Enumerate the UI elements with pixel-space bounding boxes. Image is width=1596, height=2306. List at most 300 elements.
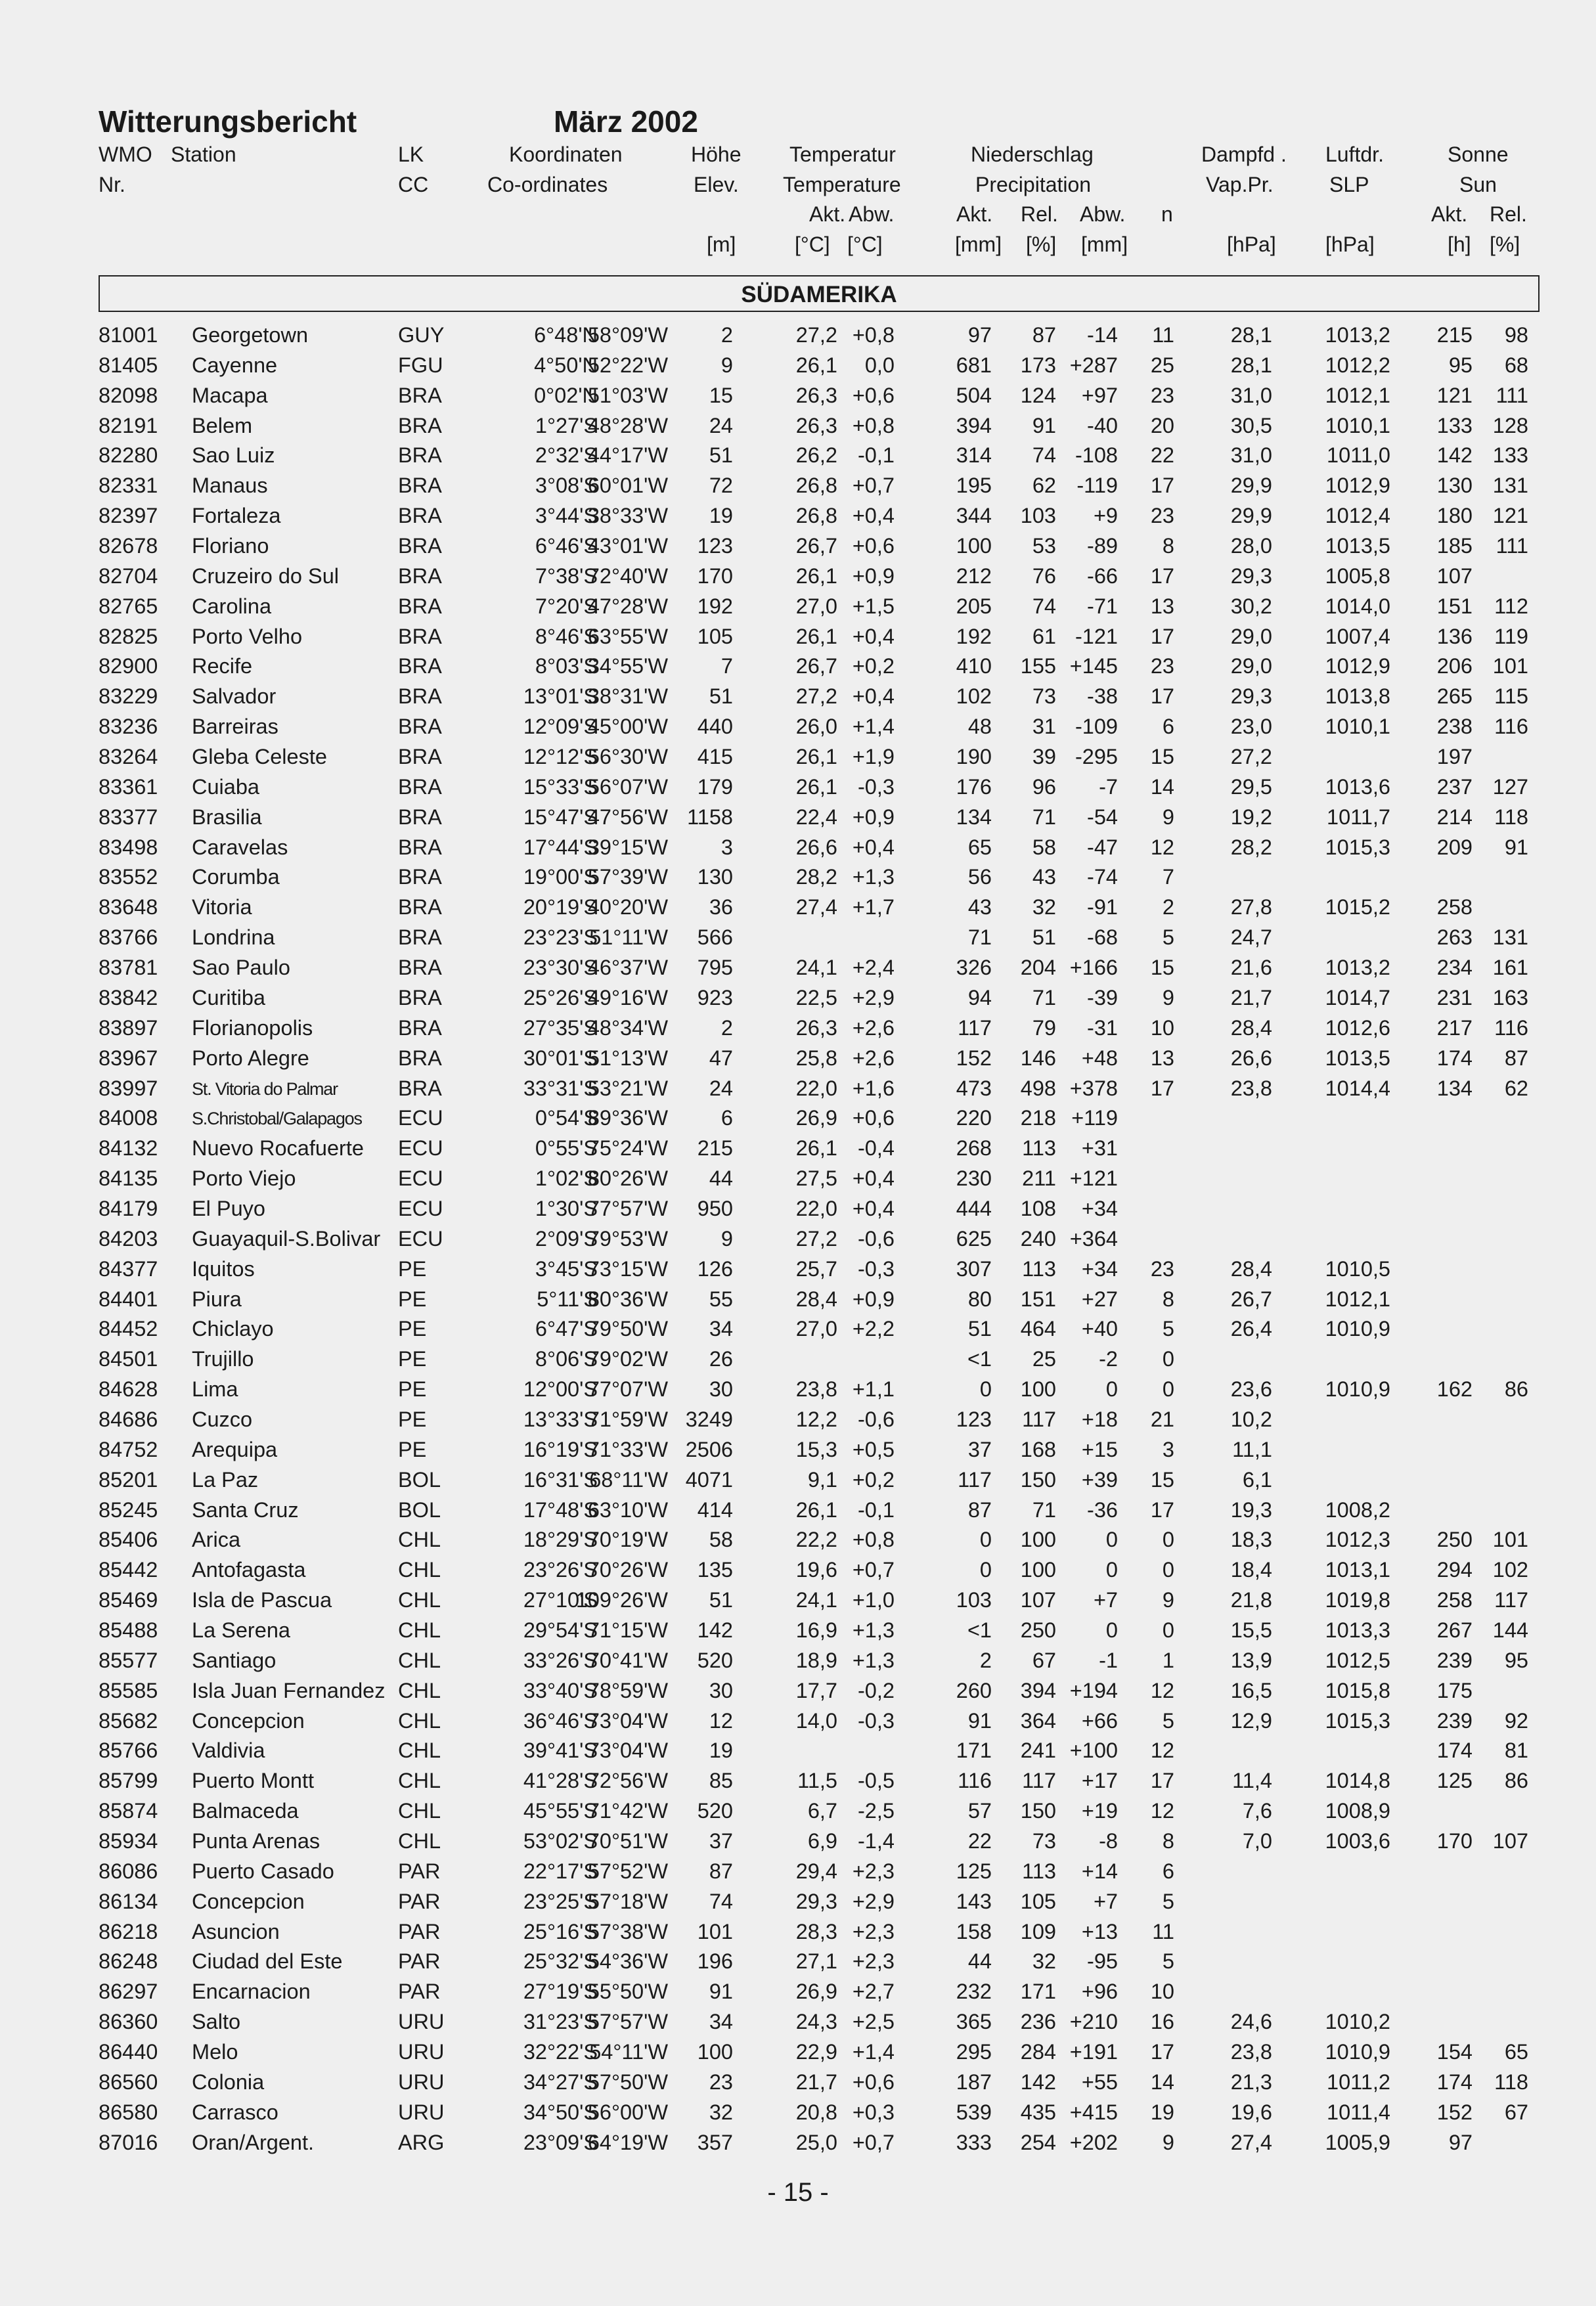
cell-wmo-number: 83236 bbox=[99, 715, 158, 739]
cell-sunshine-hours: 238 bbox=[1436, 715, 1473, 739]
cell-longitude: 47°56'W bbox=[587, 805, 668, 829]
cell-sunshine-hours: 239 bbox=[1436, 1708, 1473, 1733]
cell-temp-deviation: -0,2 bbox=[857, 1678, 895, 1702]
cell-elevation: 7 bbox=[720, 654, 733, 678]
cell-latitude: 29°54'S bbox=[523, 1618, 598, 1642]
cell-temp-mean: 18,9 bbox=[795, 1648, 837, 1672]
cell-temp-deviation: +1,7 bbox=[852, 895, 895, 920]
cell-precip-total: 192 bbox=[956, 624, 992, 648]
cell-precip-total: 190 bbox=[956, 745, 992, 769]
cell-elevation: 795 bbox=[697, 956, 733, 980]
cell-precip-total: 212 bbox=[956, 564, 992, 588]
cell-temp-deviation: +1,4 bbox=[852, 715, 895, 739]
cell-elevation: 34 bbox=[709, 1317, 733, 1341]
cell-sunshine-relative: 91 bbox=[1504, 835, 1528, 859]
table-row bbox=[0, 414, 1596, 444]
cell-sunshine-relative: 119 bbox=[1494, 624, 1528, 648]
cell-elevation: 51 bbox=[709, 443, 733, 468]
cell-precip-deviation: 0 bbox=[1105, 1528, 1118, 1552]
cell-sunshine-hours: 162 bbox=[1436, 1377, 1473, 1402]
cell-precip-total: 344 bbox=[956, 504, 992, 528]
cell-country-code: BRA bbox=[398, 534, 442, 558]
cell-precip-days: 23 bbox=[1150, 1256, 1174, 1281]
cell-station-name: Cruzeiro do Sul bbox=[192, 564, 339, 588]
cell-wmo-number: 83361 bbox=[99, 774, 158, 799]
cell-temp-deviation: +0,9 bbox=[852, 564, 895, 588]
cell-precip-deviation: +19 bbox=[1081, 1799, 1118, 1823]
cell-wmo-number: 86248 bbox=[99, 1949, 158, 1974]
cell-longitude: 70°19'W bbox=[587, 1528, 668, 1552]
cell-temp-mean: 26,9 bbox=[795, 1106, 837, 1130]
cell-wmo-number: 83766 bbox=[99, 925, 158, 950]
cell-longitude: 70°26'W bbox=[587, 1558, 668, 1582]
cell-elevation: 58 bbox=[709, 1528, 733, 1552]
cell-precip-total: 326 bbox=[956, 956, 992, 980]
cell-elevation: 37 bbox=[709, 1829, 733, 1853]
hdr-niederschlag: Niederschlag bbox=[971, 143, 1094, 166]
cell-precip-total: 91 bbox=[967, 1708, 992, 1733]
cell-latitude: 8°46'S bbox=[535, 624, 598, 648]
cell-temp-deviation: +0,8 bbox=[852, 1528, 895, 1552]
cell-precip-relative: 155 bbox=[1020, 654, 1056, 678]
hdr-dampfd: Dampfd . bbox=[1201, 143, 1287, 166]
hdr-temp-abw: Abw. bbox=[849, 202, 895, 226]
cell-longitude: 38°31'W bbox=[587, 684, 668, 709]
cell-sunshine-hours: 197 bbox=[1436, 745, 1473, 769]
cell-latitude: 27°10'S bbox=[523, 1588, 598, 1612]
cell-wmo-number: 82765 bbox=[99, 594, 158, 618]
cell-station-name: Asuncion bbox=[192, 1919, 280, 1943]
cell-latitude: 23°26'S bbox=[523, 1558, 598, 1582]
cell-sunshine-relative: 67 bbox=[1504, 2100, 1528, 2124]
cell-wmo-number: 84452 bbox=[99, 1317, 158, 1341]
cell-latitude: 16°31'S bbox=[523, 1467, 598, 1492]
cell-precip-deviation: +194 bbox=[1069, 1678, 1118, 1702]
cell-precip-relative: 74 bbox=[1032, 594, 1056, 618]
table-row bbox=[0, 1618, 1596, 1649]
hdr-precip-akt: Akt. bbox=[956, 202, 993, 226]
cell-precip-relative: 146 bbox=[1020, 1046, 1056, 1070]
cell-longitude: 71°33'W bbox=[587, 1437, 668, 1461]
cell-sunshine-relative: 131 bbox=[1492, 474, 1528, 498]
cell-precip-days: 2 bbox=[1162, 895, 1174, 920]
cell-temp-deviation: +1,3 bbox=[852, 1648, 895, 1672]
cell-precip-total: 158 bbox=[956, 1919, 992, 1943]
cell-precip-total: 143 bbox=[956, 1889, 992, 1913]
cell-precip-days: 13 bbox=[1150, 1046, 1174, 1070]
cell-precip-deviation: +66 bbox=[1081, 1708, 1118, 1733]
cell-elevation: 47 bbox=[709, 1046, 733, 1070]
cell-temp-mean: 26,3 bbox=[795, 1015, 837, 1040]
cell-precip-days: 9 bbox=[1162, 985, 1174, 1009]
cell-sunshine-relative: 128 bbox=[1492, 413, 1528, 437]
cell-country-code: FGU bbox=[398, 353, 443, 377]
cell-sunshine-hours: 206 bbox=[1436, 654, 1473, 678]
cell-sunshine-hours: 170 bbox=[1436, 1829, 1473, 1853]
cell-vapour-pressure: 18,3 bbox=[1230, 1528, 1272, 1552]
hdr-n: n bbox=[1161, 202, 1173, 226]
cell-sunshine-hours: 130 bbox=[1436, 474, 1473, 498]
cell-sunshine-hours: 152 bbox=[1436, 2100, 1473, 2124]
cell-precip-total: 94 bbox=[967, 985, 992, 1009]
cell-precip-relative: 100 bbox=[1020, 1377, 1056, 1402]
cell-precip-total: 220 bbox=[956, 1106, 992, 1130]
cell-precip-total: 195 bbox=[956, 474, 992, 498]
cell-latitude: 2°32'S bbox=[535, 443, 598, 468]
cell-station-name: Manaus bbox=[192, 474, 268, 498]
cell-latitude: 2°09'S bbox=[535, 1226, 598, 1251]
cell-precip-relative: 117 bbox=[1022, 1769, 1056, 1793]
cell-sea-level-pressure: 1005,8 bbox=[1325, 564, 1390, 588]
cell-precip-days: 17 bbox=[1150, 684, 1174, 709]
cell-precip-deviation: +34 bbox=[1081, 1256, 1118, 1281]
cell-temp-deviation: +0,4 bbox=[852, 1166, 895, 1191]
cell-precip-days: 15 bbox=[1150, 956, 1174, 980]
cell-country-code: PE bbox=[398, 1377, 427, 1402]
cell-country-code: BRA bbox=[398, 383, 442, 407]
cell-sunshine-hours: 239 bbox=[1436, 1648, 1473, 1672]
cell-precip-relative: 79 bbox=[1032, 1015, 1056, 1040]
cell-vapour-pressure: 12,9 bbox=[1230, 1708, 1272, 1733]
cell-wmo-number: 83377 bbox=[99, 805, 158, 829]
cell-sunshine-hours: 107 bbox=[1436, 564, 1473, 588]
cell-country-code: GUY bbox=[398, 323, 445, 347]
cell-country-code: ECU bbox=[398, 1226, 443, 1251]
cell-latitude: 1°27'S bbox=[535, 413, 598, 437]
cell-precip-relative: 240 bbox=[1020, 1226, 1056, 1251]
cell-elevation: 32 bbox=[709, 2100, 733, 2124]
hdr-sun: Sun bbox=[1459, 173, 1497, 196]
cell-precip-relative: 71 bbox=[1032, 805, 1056, 829]
cell-precip-days: 5 bbox=[1162, 925, 1174, 950]
cell-temp-deviation: +0,6 bbox=[852, 383, 895, 407]
table-row bbox=[0, 564, 1596, 594]
cell-longitude: 78°59'W bbox=[587, 1678, 668, 1702]
cell-precip-days: 25 bbox=[1150, 353, 1174, 377]
cell-precip-deviation: +364 bbox=[1069, 1226, 1118, 1251]
cell-station-name: Caravelas bbox=[192, 835, 288, 859]
cell-precip-total: 394 bbox=[956, 413, 992, 437]
table-row bbox=[0, 594, 1596, 625]
cell-precip-days: 11 bbox=[1152, 1919, 1174, 1943]
cell-sea-level-pressure: 1012,2 bbox=[1325, 353, 1390, 377]
cell-temp-mean: 16,9 bbox=[795, 1618, 837, 1642]
cell-station-name: Macapa bbox=[192, 383, 268, 407]
cell-latitude: 0°54'S bbox=[535, 1106, 598, 1130]
cell-country-code: PE bbox=[398, 1407, 427, 1431]
cell-latitude: 23°09'S bbox=[523, 2130, 598, 2154]
cell-vapour-pressure: 23,8 bbox=[1230, 1076, 1272, 1100]
cell-country-code: BRA bbox=[398, 654, 442, 678]
cell-temp-deviation: +1,3 bbox=[852, 865, 895, 889]
cell-sea-level-pressure: 1014,4 bbox=[1325, 1076, 1390, 1100]
cell-station-name: Chiclayo bbox=[192, 1317, 274, 1341]
cell-latitude: 30°01'S bbox=[523, 1046, 598, 1070]
cell-precip-total: 117 bbox=[958, 1015, 992, 1040]
cell-temp-deviation: +0,7 bbox=[852, 474, 895, 498]
cell-vapour-pressure: 21,7 bbox=[1230, 985, 1272, 1009]
hdr-station: Station bbox=[171, 143, 236, 166]
cell-wmo-number: 84132 bbox=[99, 1136, 158, 1161]
cell-precip-relative: 100 bbox=[1020, 1528, 1056, 1552]
cell-sea-level-pressure: 1003,6 bbox=[1325, 1829, 1390, 1853]
cell-temp-deviation: 0,0 bbox=[864, 353, 895, 377]
cell-longitude: 34°55'W bbox=[587, 654, 668, 678]
cell-wmo-number: 86560 bbox=[99, 2070, 158, 2094]
cell-sunshine-hours: 234 bbox=[1436, 956, 1473, 980]
cell-sunshine-relative: 101 bbox=[1492, 654, 1528, 678]
cell-precip-deviation: -71 bbox=[1087, 594, 1118, 618]
cell-station-name: Barreiras bbox=[192, 715, 278, 739]
hdr-coordinates: Co-ordinates bbox=[487, 173, 608, 196]
cell-sunshine-hours: 136 bbox=[1436, 624, 1473, 648]
cell-station-name: Puerto Montt bbox=[192, 1769, 315, 1793]
cell-wmo-number: 85245 bbox=[99, 1497, 158, 1522]
cell-wmo-number: 84686 bbox=[99, 1407, 158, 1431]
cell-vapour-pressure: 13,9 bbox=[1230, 1648, 1272, 1672]
cell-wmo-number: 83781 bbox=[99, 956, 158, 980]
cell-country-code: BRA bbox=[398, 835, 442, 859]
cell-elevation: 923 bbox=[697, 985, 733, 1009]
table-row bbox=[0, 504, 1596, 534]
cell-sunshine-relative: 68 bbox=[1504, 353, 1528, 377]
cell-elevation: 100 bbox=[697, 2040, 733, 2064]
cell-precip-total: 65 bbox=[967, 835, 992, 859]
cell-longitude: 44°17'W bbox=[587, 443, 668, 468]
cell-precip-relative: 43 bbox=[1032, 865, 1056, 889]
cell-latitude: 1°30'S bbox=[535, 1196, 598, 1220]
cell-precip-relative: 218 bbox=[1020, 1106, 1056, 1130]
cell-latitude: 13°33'S bbox=[523, 1407, 598, 1431]
cell-temp-deviation: -0,3 bbox=[857, 1256, 895, 1281]
hdr-unit-m: [m] bbox=[707, 233, 736, 256]
cell-sea-level-pressure: 1012,4 bbox=[1325, 504, 1390, 528]
cell-precip-days: 10 bbox=[1150, 1980, 1174, 2004]
cell-wmo-number: 83648 bbox=[99, 895, 158, 920]
cell-precip-relative: 96 bbox=[1032, 774, 1056, 799]
cell-precip-deviation: +9 bbox=[1093, 504, 1118, 528]
cell-sunshine-hours: 294 bbox=[1436, 1558, 1473, 1582]
cell-precip-days: 17 bbox=[1150, 474, 1174, 498]
cell-precip-days: 10 bbox=[1150, 1015, 1174, 1040]
cell-country-code: CHL bbox=[398, 1769, 441, 1793]
cell-precip-days: 14 bbox=[1150, 774, 1174, 799]
cell-latitude: 13°01'S bbox=[523, 684, 598, 709]
cell-temp-deviation: +0,6 bbox=[852, 2070, 895, 2094]
cell-temp-deviation: +0,4 bbox=[852, 835, 895, 859]
cell-precip-total: 171 bbox=[956, 1739, 992, 1763]
table-row bbox=[0, 1498, 1596, 1528]
cell-precip-days: 0 bbox=[1162, 1528, 1174, 1552]
table-row bbox=[0, 2040, 1596, 2070]
cell-precip-total: 473 bbox=[956, 1076, 992, 1100]
cell-country-code: BRA bbox=[398, 925, 442, 950]
cell-precip-relative: 105 bbox=[1020, 1889, 1056, 1913]
cell-temp-deviation: +2,3 bbox=[852, 1859, 895, 1883]
cell-latitude: 27°19'S bbox=[523, 1980, 598, 2004]
cell-temp-deviation: +0,8 bbox=[852, 323, 895, 347]
cell-temp-deviation: +2,7 bbox=[852, 1980, 895, 2004]
cell-station-name: La Serena bbox=[192, 1618, 290, 1642]
cell-vapour-pressure: 11,4 bbox=[1232, 1769, 1272, 1793]
cell-sunshine-relative: 131 bbox=[1492, 925, 1528, 950]
cell-precip-relative: 124 bbox=[1020, 383, 1056, 407]
table-row bbox=[0, 1859, 1596, 1890]
cell-sea-level-pressure: 1011,7 bbox=[1327, 805, 1390, 829]
cell-longitude: 73°15'W bbox=[587, 1256, 668, 1281]
cell-temp-mean: 23,8 bbox=[795, 1377, 837, 1402]
cell-temp-deviation: +1,9 bbox=[852, 745, 895, 769]
cell-sea-level-pressure: 1015,2 bbox=[1325, 895, 1390, 920]
cell-precip-total: 152 bbox=[956, 1046, 992, 1070]
table-row bbox=[0, 1649, 1596, 1679]
cell-latitude: 5°11'S bbox=[537, 1287, 598, 1311]
cell-wmo-number: 85577 bbox=[99, 1648, 158, 1672]
cell-precip-deviation: -39 bbox=[1087, 985, 1118, 1009]
cell-country-code: PE bbox=[398, 1437, 427, 1461]
cell-temp-mean: 14,0 bbox=[795, 1708, 837, 1733]
cell-sea-level-pressure: 1012,9 bbox=[1325, 654, 1390, 678]
cell-temp-deviation: +2,6 bbox=[852, 1046, 895, 1070]
cell-longitude: 72°56'W bbox=[587, 1769, 668, 1793]
cell-temp-mean: 27,0 bbox=[795, 594, 837, 618]
hdr-precipitation: Precipitation bbox=[975, 173, 1092, 196]
hdr-cc: CC bbox=[398, 173, 429, 196]
cell-country-code: URU bbox=[398, 2100, 445, 2124]
cell-elevation: 34 bbox=[709, 2010, 733, 2034]
hdr-sun-rel: Rel. bbox=[1490, 202, 1527, 226]
cell-station-name: Trujillo bbox=[192, 1347, 254, 1371]
cell-temp-deviation: +0,4 bbox=[852, 504, 895, 528]
hdr-lk: LK bbox=[398, 143, 424, 166]
cell-country-code: BRA bbox=[398, 504, 442, 528]
cell-longitude: 79°02'W bbox=[587, 1347, 668, 1371]
cell-precip-deviation: +121 bbox=[1069, 1166, 1118, 1191]
table-row bbox=[0, 384, 1596, 414]
cell-sea-level-pressure: 1010,9 bbox=[1325, 1377, 1390, 1402]
cell-temp-mean: 27,5 bbox=[795, 1166, 837, 1191]
cell-temp-mean: 11,5 bbox=[797, 1769, 837, 1793]
cell-temp-deviation: -1,4 bbox=[857, 1829, 895, 1853]
cell-wmo-number: 83498 bbox=[99, 835, 158, 859]
cell-wmo-number: 84752 bbox=[99, 1437, 158, 1461]
cell-sunshine-relative: 118 bbox=[1494, 2070, 1528, 2094]
cell-longitude: 77°07'W bbox=[587, 1377, 668, 1402]
cell-sea-level-pressure: 1014,0 bbox=[1325, 594, 1390, 618]
hdr-luftdr: Luftdr. bbox=[1325, 143, 1384, 166]
cell-wmo-number: 87016 bbox=[99, 2130, 158, 2154]
cell-wmo-number: 84628 bbox=[99, 1377, 158, 1402]
cell-temp-mean: 28,2 bbox=[795, 865, 837, 889]
cell-precip-relative: 171 bbox=[1020, 1980, 1056, 2004]
cell-precip-deviation: -31 bbox=[1087, 1015, 1118, 1040]
cell-station-name: Lima bbox=[192, 1377, 238, 1402]
cell-longitude: 80°36'W bbox=[587, 1287, 668, 1311]
cell-precip-deviation: -119 bbox=[1076, 474, 1118, 498]
cell-latitude: 15°47'S bbox=[523, 805, 598, 829]
cell-vapour-pressure: 24,7 bbox=[1230, 925, 1272, 950]
cell-temp-deviation: -0,6 bbox=[857, 1226, 895, 1251]
hdr-precip-rel: Rel. bbox=[1021, 202, 1058, 226]
cell-sunshine-hours: 121 bbox=[1436, 383, 1473, 407]
cell-sunshine-relative: 163 bbox=[1492, 985, 1528, 1009]
cell-temp-deviation: -0,4 bbox=[857, 1136, 895, 1161]
cell-precip-deviation: -121 bbox=[1075, 624, 1118, 648]
cell-precip-relative: 71 bbox=[1032, 1497, 1056, 1522]
hdr-unit-hpa2: [hPa] bbox=[1325, 233, 1375, 256]
cell-wmo-number: 82704 bbox=[99, 564, 158, 588]
cell-sea-level-pressure: 1015,8 bbox=[1325, 1678, 1390, 1702]
cell-vapour-pressure: 6,1 bbox=[1242, 1467, 1272, 1492]
cell-temp-mean: 26,1 bbox=[795, 1136, 837, 1161]
cell-temp-deviation: +2,3 bbox=[852, 1919, 895, 1943]
cell-precip-total: 134 bbox=[956, 805, 992, 829]
cell-precip-days: 17 bbox=[1150, 1497, 1174, 1522]
cell-station-name: Nuevo Rocafuerte bbox=[192, 1136, 364, 1161]
table-row bbox=[0, 1920, 1596, 1950]
cell-precip-days: 0 bbox=[1162, 1618, 1174, 1642]
cell-precip-days: 8 bbox=[1162, 1287, 1174, 1311]
table-row bbox=[0, 805, 1596, 835]
cell-temp-mean: 27,4 bbox=[795, 895, 837, 920]
cell-temp-deviation: +0,6 bbox=[852, 1106, 895, 1130]
table-row bbox=[0, 1528, 1596, 1558]
cell-country-code: BRA bbox=[398, 895, 442, 920]
cell-precip-deviation: +7 bbox=[1093, 1889, 1118, 1913]
cell-sunshine-hours: 134 bbox=[1436, 1076, 1473, 1100]
cell-precip-total: 0 bbox=[979, 1558, 992, 1582]
cell-temp-mean: 24,1 bbox=[795, 1588, 837, 1612]
cell-vapour-pressure: 7,0 bbox=[1242, 1829, 1272, 1853]
cell-station-name: Encarnacion bbox=[192, 1980, 311, 2004]
table-row bbox=[0, 925, 1596, 956]
cell-precip-total: 307 bbox=[956, 1256, 992, 1281]
table-row bbox=[0, 625, 1596, 655]
cell-elevation: 6 bbox=[720, 1106, 733, 1130]
cell-precip-total: 268 bbox=[956, 1136, 992, 1161]
cell-temp-mean: 6,9 bbox=[807, 1829, 837, 1853]
cell-elevation: 126 bbox=[697, 1256, 733, 1281]
cell-elevation: 123 bbox=[697, 534, 733, 558]
table-row bbox=[0, 1438, 1596, 1468]
cell-longitude: 79°53'W bbox=[587, 1226, 668, 1251]
cell-elevation: 101 bbox=[697, 1919, 733, 1943]
cell-elevation: 179 bbox=[697, 774, 733, 799]
cell-station-name: Floriano bbox=[192, 534, 269, 558]
cell-precip-relative: 117 bbox=[1022, 1407, 1056, 1431]
cell-precip-relative: 91 bbox=[1032, 413, 1056, 437]
cell-country-code: CHL bbox=[398, 1678, 441, 1702]
cell-precip-days: 23 bbox=[1150, 504, 1174, 528]
cell-latitude: 53°02'S bbox=[523, 1829, 598, 1853]
cell-longitude: 64°19'W bbox=[587, 2130, 668, 2154]
cell-latitude: 7°20'S bbox=[535, 594, 598, 618]
cell-longitude: 40°20'W bbox=[587, 895, 668, 920]
cell-latitude: 0°55'S bbox=[535, 1136, 598, 1161]
cell-sunshine-hours: 250 bbox=[1436, 1528, 1473, 1552]
cell-sunshine-relative: 92 bbox=[1504, 1708, 1528, 1733]
cell-precip-relative: 67 bbox=[1032, 1648, 1056, 1672]
cell-precip-days: 19 bbox=[1150, 2100, 1174, 2124]
cell-vapour-pressure: 21,8 bbox=[1230, 1588, 1272, 1612]
cell-station-name: Antofagasta bbox=[192, 1558, 306, 1582]
cell-temp-mean: 9,1 bbox=[807, 1467, 837, 1492]
cell-sunshine-hours: 151 bbox=[1436, 594, 1473, 618]
cell-station-name: Sao Luiz bbox=[192, 443, 275, 468]
cell-precip-deviation: -68 bbox=[1087, 925, 1118, 950]
cell-precip-relative: 250 bbox=[1020, 1618, 1056, 1642]
cell-elevation: 87 bbox=[709, 1859, 733, 1883]
